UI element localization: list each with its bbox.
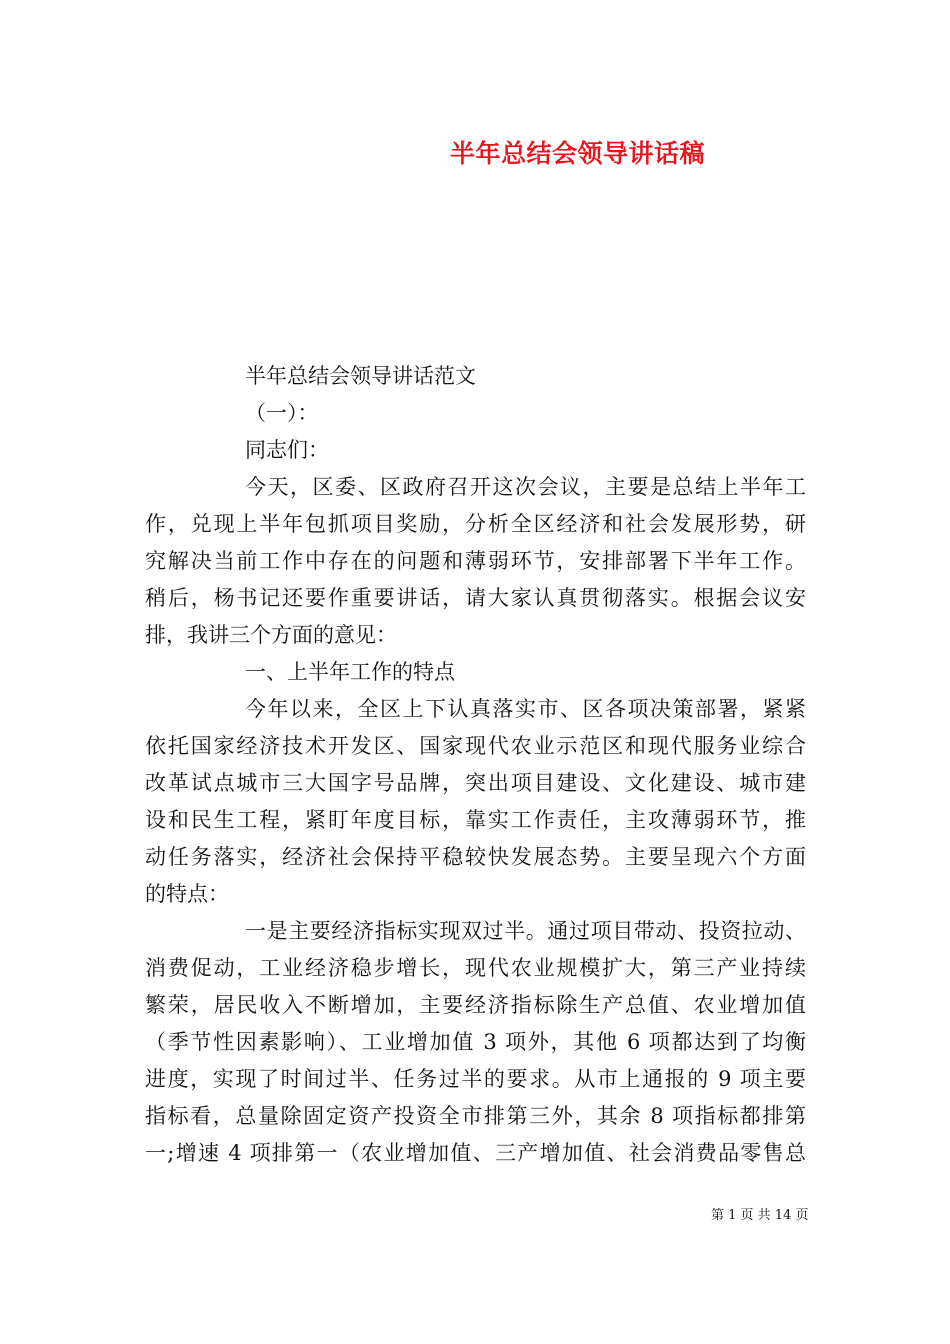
text-line: 今天，区委、区政府召开这次会议，主要是总结上半年工 bbox=[245, 475, 806, 499]
document-title: 半年总结会领导讲话稿 bbox=[450, 139, 706, 168]
text-line: 依托国家经济技术开发区、国家现代农业示范区和现代服务业综合 bbox=[145, 734, 806, 758]
text-line: 作，兑现上半年包抓项目奖励，分析全区经济和社会发展形势，研 bbox=[145, 512, 806, 536]
text-line: 消费促动，工业经济稳步增长，现代农业规模扩大，第三产业持续 bbox=[145, 956, 806, 980]
text-line: 同志们： bbox=[245, 438, 329, 462]
text-line: 排，我讲三个方面的意见： bbox=[145, 623, 397, 647]
text-line: （季节性因素影响）、工业增加值 3 项外，其他 6 项都达到了均衡 bbox=[145, 1030, 806, 1054]
text-line: 的特点： bbox=[145, 882, 229, 906]
text-line: 设和民生工程，紧盯年度目标，靠实工作责任，主攻薄弱环节，推 bbox=[145, 808, 806, 832]
text-line: 今年以来，全区上下认真落实市、区各项决策部署，紧紧 bbox=[245, 697, 806, 721]
text-line: （一）： bbox=[245, 401, 319, 425]
text-line: 改革试点城市三大国字号品牌，突出项目建设、文化建设、城市建 bbox=[145, 771, 806, 795]
text-line: 进度，实现了时间过半、任务过半的要求。从市上通报的 9 项主要 bbox=[145, 1067, 806, 1091]
text-line: 一是主要经济指标实现双过半。通过项目带动、投资拉动、 bbox=[245, 919, 806, 943]
text-line: 稍后，杨书记还要作重要讲话，请大家认真贯彻落实。根据会议安 bbox=[145, 586, 806, 610]
text-line: 一、上半年工作的特点 bbox=[245, 660, 455, 684]
text-line: 半年总结会领导讲话范文 bbox=[245, 364, 476, 388]
page-number: 第 1 页 共 14 页 bbox=[711, 1208, 809, 1223]
text-line: 繁荣，居民收入不断增加，主要经济指标除生产总值、农业增加值 bbox=[145, 993, 806, 1017]
text-line: 一;增速 4 项排第一（农业增加值、三产增加值、社会消费品零售总 bbox=[145, 1141, 806, 1165]
text-line: 动任务落实，经济社会保持平稳较快发展态势。主要呈现六个方面 bbox=[145, 845, 806, 869]
text-line: 指标看，总量除固定资产投资全市排第三外，其余 8 项指标都排第 bbox=[145, 1104, 806, 1128]
text-line: 究解决当前工作中存在的问题和薄弱环节，安排部署下半年工作。 bbox=[145, 549, 806, 573]
